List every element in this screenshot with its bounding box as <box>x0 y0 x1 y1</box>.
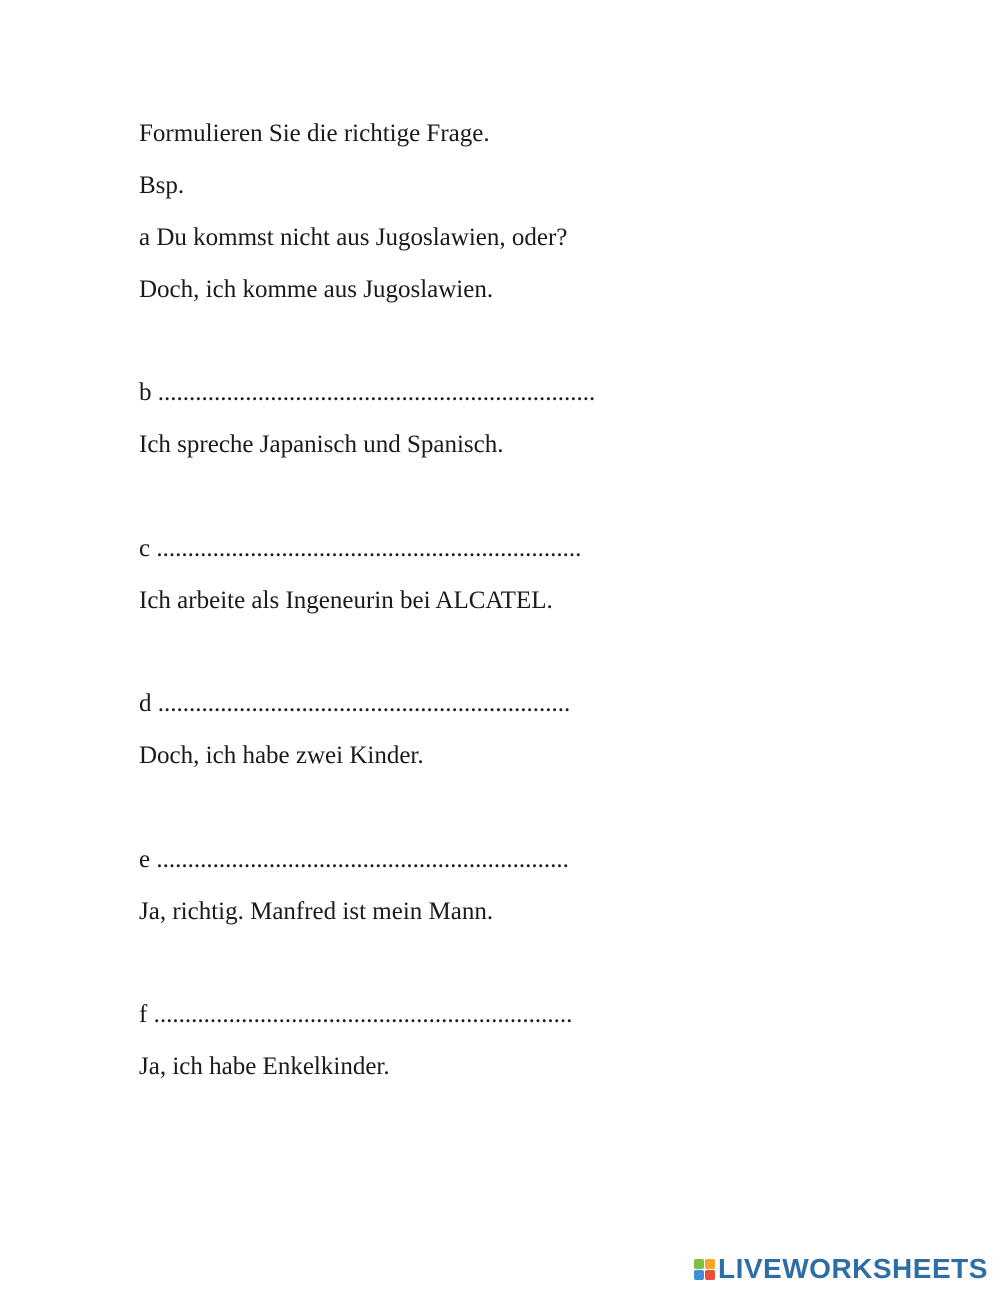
instruction-text: Formulieren Sie die richtige Frage. <box>139 120 490 147</box>
answer-b: Ich spreche Japanisch und Spanisch. <box>139 431 504 458</box>
example-question: a Du kommst nicht aus Jugoslawien, oder? <box>139 224 568 251</box>
question-c-blank[interactable]: c .................................................................... <box>139 535 582 562</box>
question-b-blank[interactable]: b ...................................................................... <box>139 379 596 406</box>
logo-square <box>705 1270 715 1280</box>
example-label: Bsp. <box>139 172 185 199</box>
liveworksheets-logo <box>694 1254 988 1284</box>
answer-e: Ja, richtig. Manfred ist mein Mann. <box>139 898 494 925</box>
answer-d: Doch, ich habe zwei Kinder. <box>139 742 424 769</box>
question-e-blank[interactable]: e .................................................................. <box>139 846 569 873</box>
logo-text: LIVEWORKSHEETS <box>718 1253 988 1284</box>
question-f-blank[interactable]: f ................................................................... <box>139 1001 573 1028</box>
logo-square <box>694 1270 704 1280</box>
answer-c: Ich arbeite als Ingeneurin bei ALCATEL. <box>139 587 553 614</box>
logo-squares-icon <box>694 1259 715 1280</box>
example-answer: Doch, ich komme aus Jugoslawien. <box>139 276 494 303</box>
question-d-blank[interactable]: d .................................................................. <box>139 690 571 717</box>
answer-f: Ja, ich habe Enkelkinder. <box>139 1053 390 1080</box>
logo-square <box>705 1259 715 1269</box>
logo-square <box>694 1259 704 1269</box>
